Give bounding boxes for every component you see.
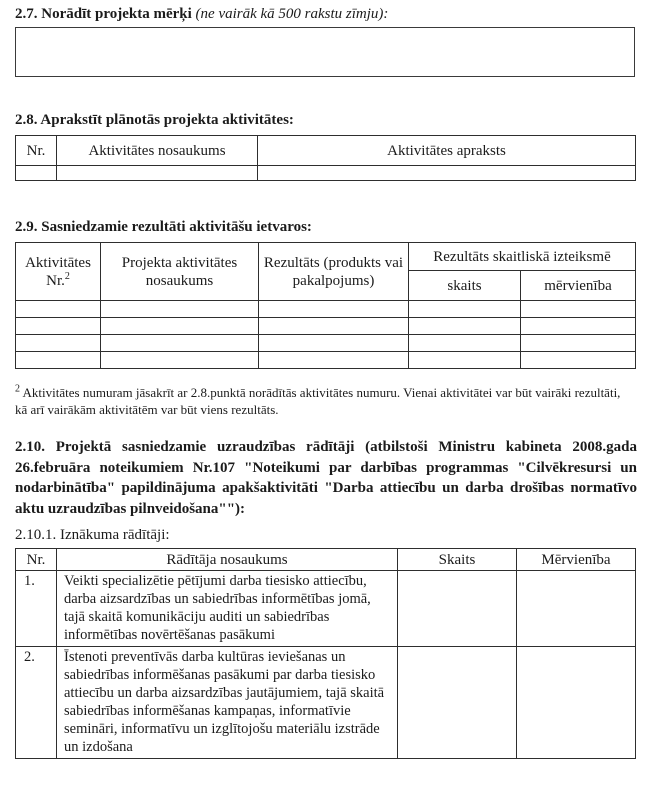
activities-empty-row (16, 166, 636, 181)
section-2-10-1-subheading: 2.10.1. Iznākuma rādītāji: (15, 527, 170, 543)
activities-empty-name-cell (57, 166, 258, 181)
footnote-reference-superscript: 2 (64, 270, 70, 282)
section-2-7-heading-bold: 2.7. Norādīt projekta mērķi (15, 6, 192, 22)
footnote-superscript: 2 (15, 383, 20, 395)
indicator-2-name-cell: Īstenoti preventīvās darba kultūras ieviešanas un sabiedrības informēšanas pasākumi par darba tiesisko attiecību un darba aizsardzības jautājumiem, tajā skaitā sabiedrības informēšanas kampaņas, informatīvie semināri, informatīvu un izglītojošu materiālu izstrāde un izdošana (57, 647, 398, 759)
results-col-activity-nr-line1: Aktivitātes (25, 254, 91, 271)
results-table-header-row-1 (16, 243, 636, 271)
results-col-result-header: Rezultāts (produkts vai pakalpojums) (259, 243, 409, 301)
results-empty-cell (259, 301, 409, 318)
activities-col-description-header: Aktivitātes apraksts (258, 136, 636, 166)
activities-table-header-row (16, 136, 636, 166)
results-empty-row (16, 352, 636, 369)
results-table (15, 242, 636, 369)
indicator-row-2 (16, 647, 636, 759)
results-empty-cell (101, 318, 259, 335)
results-empty-cell (409, 318, 521, 335)
activities-table (15, 135, 636, 181)
results-empty-cell (16, 352, 101, 369)
output-indicators-table (15, 548, 636, 759)
indicator-2-unit-cell (517, 647, 636, 759)
results-empty-cell (101, 335, 259, 352)
results-empty-cell (16, 301, 101, 318)
results-empty-cell (521, 335, 636, 352)
indicators-col-name-header: Rādītāja nosaukums (57, 549, 398, 571)
results-empty-cell (16, 318, 101, 335)
footnote-text: Aktivitātes numuram jāsakrīt ar 2.8.punktā norādītās aktivitātes numuru. Vienai aktivitātei var būt vairāki rezultāti, kā arī vairākām aktivitātēm var būt viens rezultāts. (15, 385, 621, 417)
indicators-col-unit-header: Mērvienība (517, 549, 636, 571)
results-col-unit-header: mērvienība (521, 271, 636, 301)
results-empty-cell (101, 352, 259, 369)
results-empty-row (16, 318, 636, 335)
section-2-9-heading: 2.9. Sasniedzamie rezultāti aktivitāšu ietvaros: (15, 219, 312, 235)
activities-empty-description-cell (258, 166, 636, 181)
results-col-activity-name-header: Projekta aktivitātes nosaukums (101, 243, 259, 301)
indicator-2-count-cell (398, 647, 517, 759)
footnote (15, 384, 627, 418)
indicators-col-nr-header: Nr. (16, 549, 57, 571)
indicator-1-unit-cell (517, 571, 636, 647)
indicator-row-1 (16, 571, 636, 647)
results-col-activity-nr-line2: Nr. (46, 272, 65, 289)
results-empty-cell (101, 301, 259, 318)
indicator-2-nr-cell: 2. (16, 647, 57, 759)
indicators-col-count-header: Skaits (398, 549, 517, 571)
results-col-activity-nr-header (16, 243, 101, 301)
results-empty-row (16, 301, 636, 318)
section-2-7-heading-note: (ne vairāk kā 500 rakstu zīmju): (191, 6, 389, 22)
results-empty-cell (409, 301, 521, 318)
results-group-numeric-header: Rezultāts skaitliskā izteiksmē (409, 243, 636, 271)
activities-col-nr-header: Nr. (16, 136, 57, 166)
section-2-8-heading: 2.8. Aprakstīt plānotās projekta aktivitātes: (15, 112, 294, 128)
results-col-count-header: skaits (409, 271, 521, 301)
project-goal-answer-box (15, 27, 635, 77)
indicator-1-nr-cell: 1. (16, 571, 57, 647)
results-empty-cell (259, 335, 409, 352)
results-empty-cell (521, 301, 636, 318)
indicator-1-name-cell: Veikti specializētie pētījumi darba tiesisko attiecību, darba aizsardzības un sabiedrības informētības jomā, tajā skaitā komunikāciju auditi un sabiedrības informētības novērtēšanas pasākumi (57, 571, 398, 647)
indicator-1-count-cell (398, 571, 517, 647)
results-empty-cell (409, 352, 521, 369)
results-empty-cell (409, 335, 521, 352)
activities-col-name-header: Aktivitātes nosaukums (57, 136, 258, 166)
activities-empty-nr-cell (16, 166, 57, 181)
section-2-10-heading: 2.10. Projektā sasniedzamie uzraudzības rādītāji (atbilstoši Ministru kabineta 2008.gada 26.februāra noteikumiem Nr.107 "Noteikumi par darbības programmas "Cilvēkresursi un nodarbinātība" papildinājuma apakšaktivitāti "Darba attiecību un darba drošības normatīvo aktu uzraudzības pilnveidošana""): (15, 439, 637, 517)
results-empty-cell (16, 335, 101, 352)
results-empty-cell (259, 352, 409, 369)
results-empty-cell (521, 318, 636, 335)
results-empty-row (16, 335, 636, 352)
indicators-table-header-row (16, 549, 636, 571)
section-2-7-heading (15, 5, 637, 24)
results-empty-cell (521, 352, 636, 369)
results-empty-cell (259, 318, 409, 335)
